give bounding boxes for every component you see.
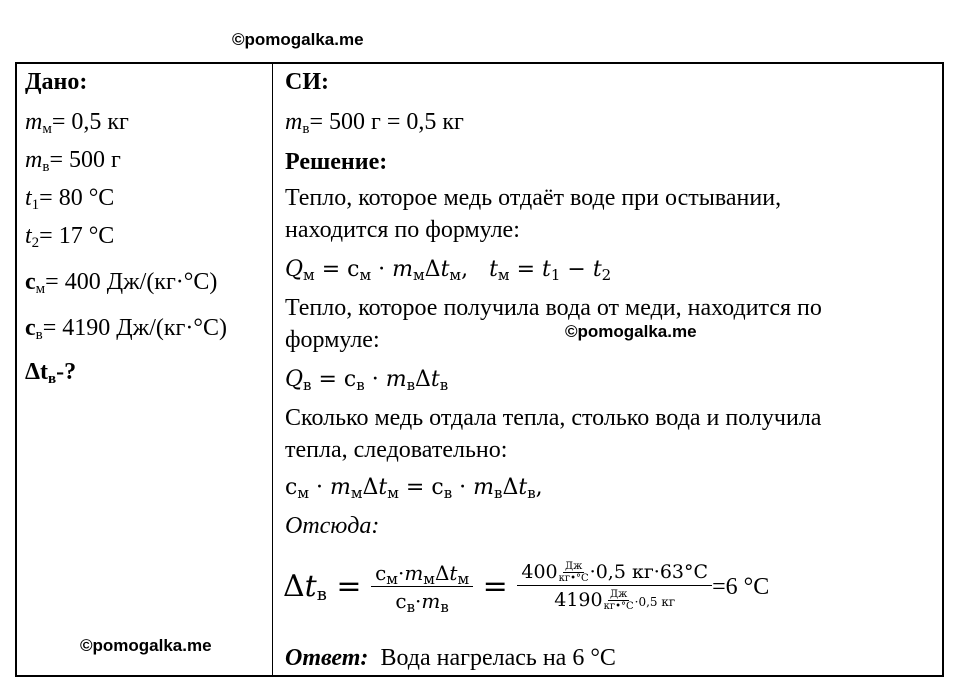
hence-label: Отсюда: [285, 513, 380, 539]
formula-heat-copper: $Q_м = с_м \cdot m_м\Delta t_м$, $t_м = t_1 - t_2$ [285, 257, 612, 284]
given-mass-water: $m_в= 500$ г [25, 147, 121, 175]
solution-text-2a: Тепло, которое получила вода от меди, находится по [285, 295, 822, 321]
given-mass-copper: $m_м= 0,5$ кг [25, 109, 129, 137]
solution-text-2b: формуле: [285, 327, 380, 353]
formula-result: $\Delta t_в$ = $\frac{с_м\cdot m_м\Delta t_м}{с_в\cdot m_в}$ = 400 $\frac{Дж}{кг•^\circ С}$ ·0,5 кг·63°С 4190 $\frac{Дж}{кг•^\circ С}$ ·0,5 кг =6 °C [283, 560, 770, 616]
given-t2: $t_2= 17$ °C [25, 223, 115, 251]
answer: Ответ: Вода нагрелась на 6 °C [285, 645, 616, 671]
solution-header: Решение: [285, 149, 388, 175]
formula-balance: $с_м \cdot m_м\Delta t_м = с_в \cdot m_в\Delta t_в$, [285, 475, 543, 502]
solution-text-3b: тепла, следовательно: [285, 437, 508, 463]
si-conversion: $m_в= 500$ г = 0,5 кг [285, 109, 464, 137]
solution-table [15, 62, 944, 677]
solution-text-3a: Сколько медь отдала тепла, столько вода и получила [285, 405, 822, 431]
given-t1: $t_1= 80$ °C [25, 185, 115, 213]
formula-heat-water: $Q_в = с_в \cdot m_в\Delta t_в$ [285, 367, 449, 394]
watermark-bottom: ©pomogalka.me [80, 636, 212, 655]
solution-text-1a: Тепло, которое медь отдаёт воде при остывании, [285, 185, 782, 211]
watermark-middle: ©pomogalka.me [565, 322, 697, 341]
si-header: СИ: [285, 69, 329, 95]
given-c-water: $c_в= 4190$ Дж/(кг·°C) [25, 315, 227, 343]
column-divider [272, 64, 273, 675]
given-header: Дано: [25, 69, 88, 95]
given-find: $\Delta t_в-$? [25, 359, 77, 387]
solution-text-1b: находится по формуле: [285, 217, 520, 243]
given-c-copper: $c_м= 400$ Дж/(кг·°C) [25, 269, 218, 297]
watermark-top: ©pomogalka.me [232, 30, 364, 49]
